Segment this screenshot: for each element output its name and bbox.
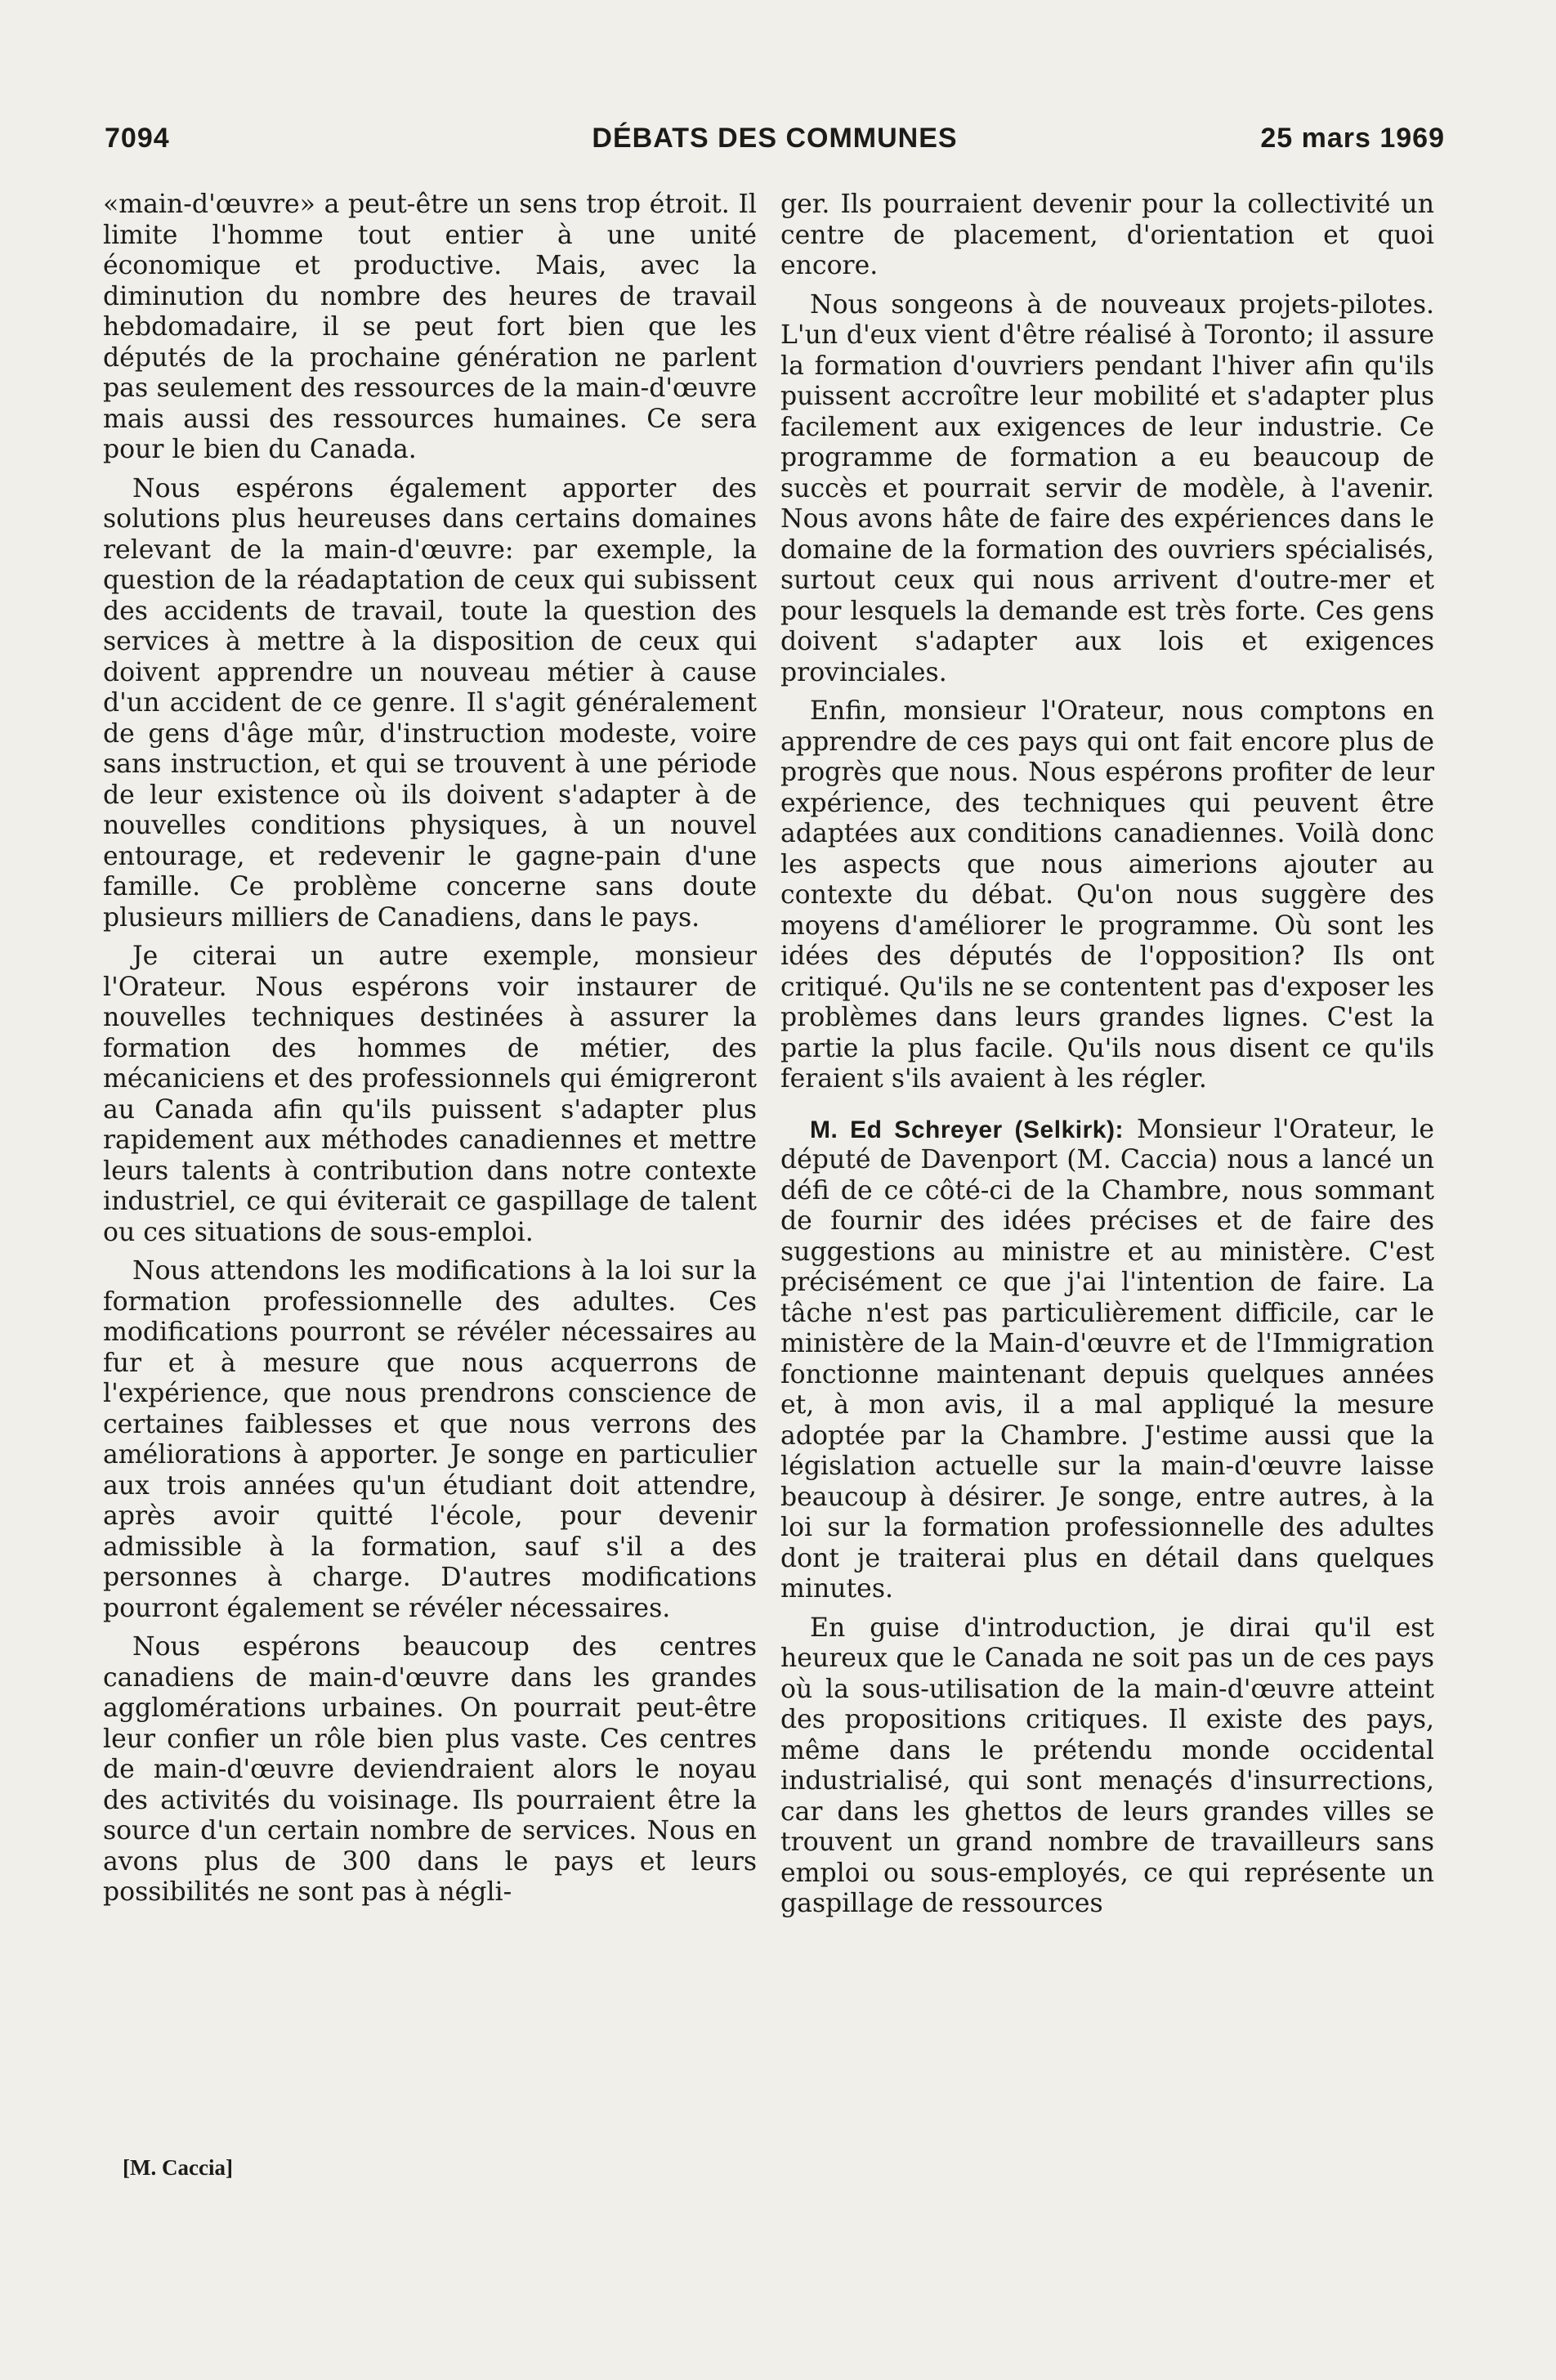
paragraph: Nous attendons les modifications à la loi sur la formation professionnelle des adultes. Ces modifications pourront se révéler nécessaires au fur et à mesure que nous acquerrons de l'expérience, que nous prendrons conscience de certaines faiblesses et que nous verrons des améliorations à apporter. Je songe en particulier aux trois années qu'un étudiant doit attendre, après avoir quitté l'école, pour devenir admissible à la formation, sauf s'il a des personnes à charge. D'autres modifications pourront également se révéler nécessaires. (103, 1256, 757, 1623)
left-column (103, 190, 757, 1917)
right-column (780, 190, 1434, 1928)
paragraph: En guise d'introduction, je dirai qu'il est heureux que le Canada ne soit pas un de ces pays où la sous-utilisation de la main-d'œuvre atteint des propositions critiques. Il existe des pays, même dans le prétendu monde occidental industrialisé, qui sont menaçés d'insurrections, car dans les ghettos de leurs grandes villes se trouvent un grand nombre de travailleurs sans emploi ou sous-employés, ce qui représente un gaspillage de ressources (780, 1613, 1434, 1918)
speaker-paragraph (780, 1115, 1434, 1605)
paragraph: ger. Ils pourraient devenir pour la collectivité un centre de placement, d'orientation et quoi encore. (780, 190, 1434, 280)
paragraph: Je citerai un autre exemple, monsieur l'Orateur. Nous espérons voir instaurer de nouvelles techniques destinées à assurer la formation des hommes de métier, des mécaniciens et des professionnels qui émigreront au Canada afin qu'ils puissent s'adapter plus rapidement aux méthodes canadiennes et mettre leurs talents à contribution dans notre contexte industriel, ce qui éviterait ce gaspillage de talent ou ces situations de sous-emploi. (103, 942, 757, 1247)
paragraph: Nous songeons à de nouveaux projets-pilotes. L'un d'eux vient d'être réalisé à Toronto; il assure la formation d'ouvriers pendant l'hiver afin qu'ils puissent accroître leur mobilité et s'adapter plus facilement aux exigences de leur industrie. Ce programme de formation a eu beaucoup de succès et pourrait servir de modèle, à l'avenir. Nous avons hâte de faire des expériences dans le domaine de la formation des ouvriers spécialisés, surtout ceux qui nous arrivent d'outre-mer et pour lesquels la demande est très forte. Ces gens doivent s'adapter aux lois et exigences provinciales. (780, 289, 1434, 687)
paragraph: Nous espérons également apporter des solutions plus heureuses dans certains domaines relevant de la main-d'œuvre: par exemple, la question de la réadaptation de ceux qui subissent des accidents de travail, toute la question des services à mettre à la disposition de ceux qui doivent apprendre un nouveau métier à cause d'un accident de ce genre. Il s'agit généralement de gens d'âge mûr, d'instruction modeste, voire sans instruction, et qui se trouvent à une période de leur existence où ils doivent s'adapter à de nouvelles conditions physiques, à un nouvel entourage, et redevenir le gagne-pain d'une famille. Ce problème concerne sans doute plusieurs milliers de Canadiens, dans le pays. (103, 473, 757, 933)
publication-title: DÉBATS DES COMMUNES (592, 123, 958, 154)
page-number: 7094 (105, 123, 170, 154)
paragraph: Nous espérons beaucoup des centres canadiens de main-d'œuvre dans les grandes agglomérations urbaines. On pourrait peut-être leur confier un rôle bien plus vaste. Ces centres de main-d'œuvre deviendraient alors le noyau des activités du voisinage. Ils pourraient être la source d'un certain nombre de services. Nous en avons plus de 300 dans le pays et leurs possibilités ne sont pas à négli- (103, 1632, 757, 1907)
speaker-footnote: [M. Caccia] (123, 2155, 233, 2180)
page-header (105, 123, 1445, 163)
speaker-name: M. Ed Schreyer (Selkirk): (810, 1116, 1124, 1143)
paragraph: «main-d'œuvre» a peut-être un sens trop étroit. Il limite l'homme tout entier à une unité économique et productive. Mais, avec la diminution du nombre des heures de travail hebdomadaire, il se peut fort bien que les députés de la prochaine génération ne parlent pas seulement des ressources de la main-d'œuvre mais aussi des ressources humaines. Ce sera pour le bien du Canada. (103, 190, 757, 464)
paragraph: Enfin, monsieur l'Orateur, nous comptons en apprendre de ces pays qui ont fait encore plus de progrès que nous. Nous espérons profiter de leur expérience, des techniques qui peuvent être adaptées aux conditions canadiennes. Voilà donc les aspects que nous aimerions ajouter au contexte du débat. Qu'on nous suggère des moyens d'améliorer le programme. Où sont les idées des députés de l'opposition? Ils ont critiqué. Qu'ils ne se contentent pas d'exposer les problèmes dans leurs grandes lignes. C'est la partie la plus facile. Qu'ils nous disent ce qu'ils feraient s'ils avaient à les régler. (780, 696, 1434, 1094)
publication-date: 25 mars 1969 (1260, 123, 1445, 154)
speaker-text: Monsieur l'Orateur, le député de Davenport (M. Caccia) nous a lancé un défi de ce côté-ci de la Chambre, nous sommant de fournir des idées précises et de faire des suggestions au ministre et au ministère. C'est précisément ce que j'ai l'intention de faire. La tâche n'est pas particulièrement difficile, car le ministère de la Main-d'œuvre et de l'Immigration fonctionne maintenant depuis quelques années et, à mon avis, il a mal appliqué la mesure adoptée par la Chambre. J'estime aussi que la législation actuelle sur la main-d'œuvre laisse beaucoup à désirer. Je songe, entre autres, à la loi sur la formation professionnelle des adultes dont je traiterai plus en détail dans quelques minutes. (780, 1114, 1435, 1604)
